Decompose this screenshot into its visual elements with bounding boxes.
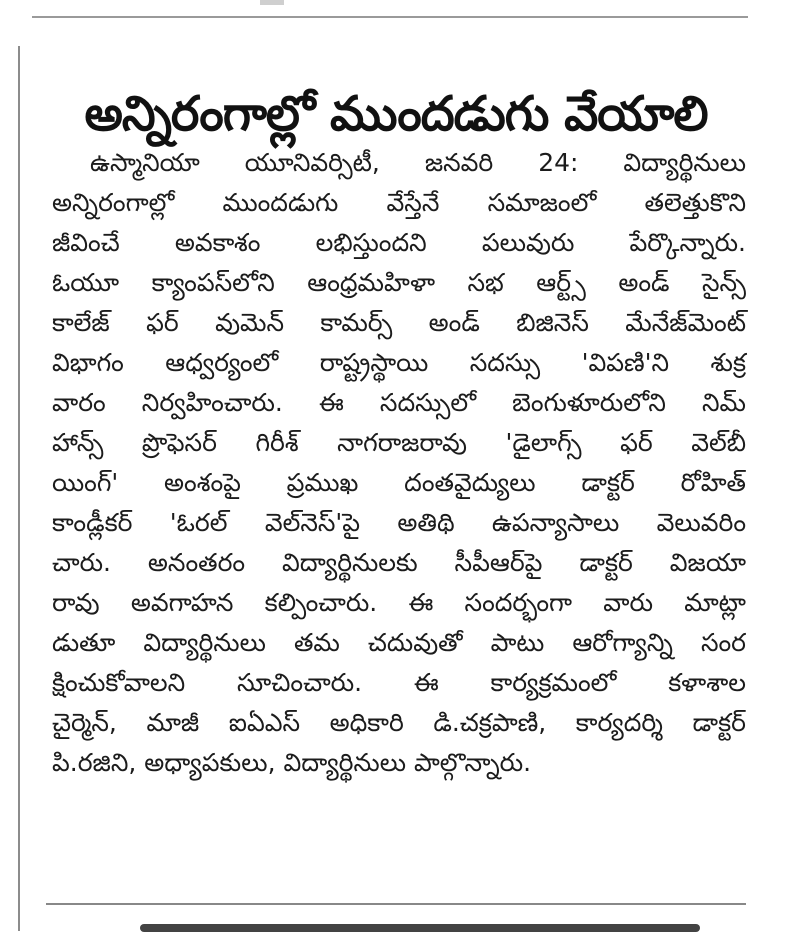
article-line: కాలేజ్ ఫర్ వుమెన్ కామర్స్ అండ్ బిజినెస్ మేనేజ్‌మెంట్ xyxy=(52,308,746,337)
article-line: క్షించుకోవాలని సూచించారు. ఈ కార్యక్రమంలో కళాశాల xyxy=(52,668,746,697)
bottom-divider xyxy=(46,903,746,905)
article-line: చైర్మెన్, మాజీ ఐఏఎస్ అధికారి డి.చక్రపాణి, కార్యదర్శి డాక్టర్ xyxy=(52,708,746,737)
article-line: రావు అవగాహన కల్పించారు. ఈ సందర్భంగా వారు మాట్లా xyxy=(52,588,746,617)
article-headline: అన్నిరంగాల్లో ముందడుగు వేయాలి xyxy=(84,86,708,143)
article-line: విభాగం ఆధ్వర్యంలో రాష్ట్రస్థాయి సదస్సు 'విపణి'ని శుక్ర xyxy=(52,348,746,377)
top-edge-mark xyxy=(260,0,284,5)
article-line: వారం నిర్వహించారు. ఈ సదస్సులో బెంగుళూరులోని నిమ్ xyxy=(52,388,746,417)
article-line: చారు. అనంతరం విద్యార్థినులకు సీపీఆర్‌పై డాక్టర్ విజయా xyxy=(52,548,746,577)
article-line: కాండ్లీకర్ 'ఓరల్ వెల్‌నెస్'పై అతిథి ఉపన్యాసాలు వెలువరిం xyxy=(52,508,746,537)
article-line: ఓయూ క్యాంపస్‌లోని ఆంధ్రమహిళా సభ ఆర్ట్స్ అండ్ సైన్స్ xyxy=(52,268,746,297)
column-divider xyxy=(18,46,20,931)
article-line: జీవించే అవకాశం లభిస్తుందని పలువురు పేర్కొన్నారు. xyxy=(52,228,746,257)
article-line: హాన్స్ ప్రొఫెసర్ గిరీశ్ నాగరాజరావు 'డైలాగ్స్ ఫర్ వెల్‌బీ xyxy=(52,428,746,457)
article-line: ఉస్మానియా యూనివర్సిటీ, జనవరి 24: విద్యార్థినులు xyxy=(90,148,746,177)
article-line: పి.రజిని, అధ్యాపకులు, విద్యార్థినులు పాల్గొన్నారు. xyxy=(52,748,532,777)
article-line: డుతూ విద్యార్థినులు తమ చదువుతో పాటు ఆరోగ్యాన్ని సంర xyxy=(52,628,746,657)
top-divider xyxy=(32,16,748,18)
article-line: అన్నిరంగాల్లో ముందడుగు వేస్తేనే సమాజంలో తలెత్తుకొని xyxy=(52,188,746,217)
article-line: యింగ్' అంశంపై ప్రముఖ దంతవైద్యులు డాక్టర్ రోహిత్ xyxy=(52,468,746,497)
article-body xyxy=(52,143,746,783)
